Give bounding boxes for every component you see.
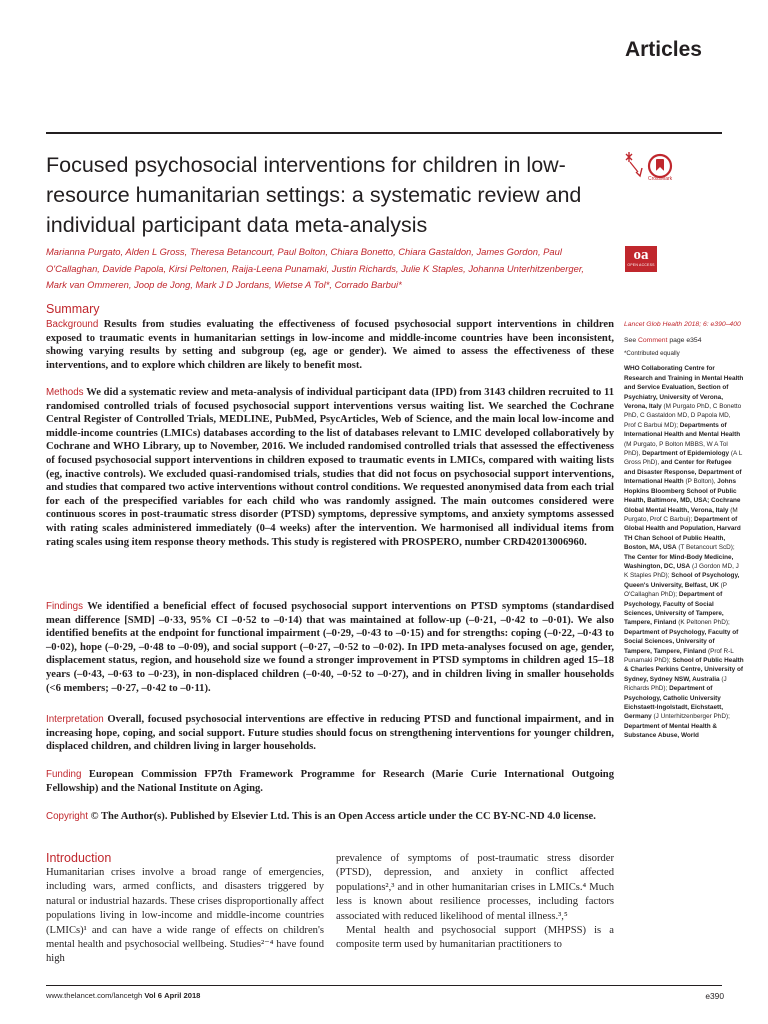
intro-paragraph: prevalence of symptoms of post-traumatic stress disorder (PTSD), depression, and anxiety in conflict affected populations²,³ and in other humanitarian crises in LMICs.⁴ Much less is known about resilience processes, including factors associated with reduced likelihood of mental illness.³,⁵	[336, 853, 614, 922]
copyright-text: © The Author(s). Published by Elsevier Ltd. This is an Open Access article under the CC BY-NC-ND 4.0 license.	[90, 811, 596, 822]
abstract-findings	[46, 600, 614, 695]
methods-text: We did a systematic review and meta-analysis of individual participant data (IPD) from 3143 children recruited to 11 randomised controlled trials of focused psychosocial support interventions versus waiting list. We searched the Cochrane Central Register of Controlled Trials, MEDLINE, PubMed, PsycArticles, Web of Science, and the main local low-income and middle-income countries (LMICs) databases according to the list of databases relevant to LMIC developed collaboratively by Cochrane and WHO Library, up to November, 2016. We included randomised controlled trials that assessed the effectiveness of focused psychosocial support interventions in children exposed to traumatic events in LMICs, compared with waiting lists (eg, inactive controls). We excluded quasi-randomised trials, studies that did not focus on psychosocial support interventions, and studies that compared two active interventions without control conditions. We requested anonymised data from each trial for each of the prespecified variables for each child who was randomly assigned. The main outcomes considered were continuous scores in post-traumatic stress disorder (PTSD) symptoms, depressive symptoms, and anxiety symptoms assessed with rating scales administered immediately (0–4 weeks) after the intervention. We harmonised all individual items from rating scales using item response theory methods. This study is registered with PROSPERO, number CRD42013006960.	[46, 387, 614, 548]
findings-text: We identified a beneficial effect of focused psychosocial support interventions on PTSD symptoms (standardised mean difference [SMD] –0·33, 95% CI –0·52 to –0·14) that was maintained at follow-up (–0·21, –0·42 to –0·01). We also identified benefits at the endpoint for functional impairment (–0·29, –0·43 to –0·15) and for strengths: coping (–0·22, –0·43 to –0·02), hope (–0·29, –0·48 to –0·09), and social support (–0·27, –0·52 to –0·02). In IPD meta-analyses focused on age, gender, displacement status, region, and household size we found a stronger improvement in PTSD symptoms in children aged 15–18 years (–0·43, –0·63 to –0·23), in non-displaced children (–0·40, –0·52 to –0·27), and in children living in smaller households (<6 members; –0·27, –0·42 to –0·11).	[46, 601, 614, 694]
issue-date: April 2018	[164, 991, 201, 1000]
introduction-column-2	[336, 852, 614, 953]
affiliation-people: (M Purgato, P Bolton MBBS, W A Tol PhD),	[624, 440, 728, 458]
affiliation-org: Johns Hopkins Bloomberg School of Public Health, Baltimore, MD, USA; Cochrane Global Mental Health, Verona, Italy	[624, 478, 741, 514]
header-rule	[46, 132, 722, 134]
interpretation-text: Overall, focused psychosocial interventions are effective in reducing PTSD and functional impairment, and in increasing hope, coping, and social support. Future studies should focus on strengthening interventions for younger children, displaced children, and children living in larger households.	[46, 714, 614, 753]
affiliation-org: Department of Psychology, Catholic University Eichstaett-Ingolstadt, Eichstaett, Germany	[624, 685, 724, 721]
interpretation-label: Interpretation	[46, 714, 104, 725]
summary-heading: Summary	[46, 302, 100, 316]
affiliation-people: (T Betancourt ScD);	[678, 544, 735, 552]
journal-url[interactable]: www.thelancet.com/lancetgh	[46, 991, 143, 1000]
affiliation-people: (P Bolton),	[685, 478, 716, 486]
footer-left	[46, 991, 200, 1000]
findings-label: Findings	[46, 601, 84, 612]
abstract-copyright	[46, 810, 614, 824]
sidebar	[624, 320, 744, 741]
background-label: Background	[46, 319, 99, 330]
introduction-column-1	[46, 866, 324, 967]
contributed-note: *Contributed equally	[624, 350, 680, 357]
journal-header	[0, 0, 768, 70]
affiliation-people: (J Unterhitzenberger PhD);	[653, 713, 730, 721]
comment-link[interactable]: Comment	[637, 336, 668, 344]
affiliation-people: (A L Gross PhD),	[624, 450, 743, 467]
affiliation-people: (M Purgato PhD, C Bonetto PhD, C Gastaldon MD, D Papola MD, Prof C Barbui MD);	[624, 403, 742, 429]
affiliation-org: Department of Psychology, Faculty of Social Sciences, University of Tampere, Tampere, Finland	[624, 628, 739, 655]
crossmark-button[interactable]	[622, 150, 682, 190]
crossmark-label: CrossMark	[648, 176, 673, 182]
copyright-label: Copyright	[46, 811, 88, 822]
crossmark-icon	[622, 150, 682, 190]
funding-text: European Commission FP7th Framework Programme for Research (Marie Curie International Outgoing Fellowship) and the National Institute on Aging.	[46, 769, 614, 794]
oa-text: oa	[633, 247, 649, 263]
citation: Lancet Glob Health 2018; 6: e390–400	[624, 321, 741, 328]
affiliation-people: (Prof R-L Punamaki PhD);	[624, 647, 734, 664]
oa-subtext: OPEN ACCESS	[627, 263, 655, 267]
article-title: Focused psychosocial interventions for children in low-resource humanitarian settings: a systematic review and individual participant data meta-analysis	[46, 153, 582, 237]
funding-label: Funding	[46, 769, 82, 780]
see-comment-prefix: See	[624, 336, 637, 344]
affiliation-people: (P O'Callaghan PhD);	[624, 581, 727, 599]
abstract-funding	[46, 768, 614, 795]
affiliation-org: School of Psychology, Queen's University, Belfast, UK	[624, 572, 740, 589]
see-comment	[624, 336, 744, 345]
affiliation-org: Departments of International Health and Mental Health	[624, 421, 741, 439]
affiliation-people: (K Peltonen PhD);	[678, 619, 730, 627]
affiliation-org: School of Public Health & Charles Perkins Centre, University of Sydney, Sydney NSW, Australia	[624, 657, 744, 683]
affiliation-people: (M Purgato, Prof C Barbui);	[624, 506, 738, 523]
affiliation-org: and Center for Refugee and Disaster Response, Department of International Health	[624, 459, 742, 486]
affiliation-org: Department of Psychology, Faculty of Social Sciences, University of Tampere, Tampere, Finland	[624, 591, 724, 627]
affiliation-org: The Center for Mind-Body Medicine, Washington, DC, USA	[624, 553, 734, 570]
footer-rule	[46, 985, 722, 986]
affiliation-org: Department of Global Health and Population, Harvard TH Chan School of Public Health, Boston, MA, USA	[624, 515, 741, 552]
affiliations	[624, 364, 744, 740]
abstract-background	[46, 318, 614, 372]
affiliation-org: Department of Mental Health & Substance Abuse, World	[624, 722, 718, 740]
affiliation-people: (J Richards PhD);	[624, 675, 727, 693]
methods-label: Methods	[46, 387, 84, 398]
author-list: Marianna Purgato, Alden L Gross, Theresa Betancourt, Paul Bolton, Chiara Bonetto, Chiara Gastaldon, James Gordon, Paul O'Callaghan, Davide Papola, Kirsi Peltonen, Raija-Leena Punamaki, Justin Richards, Julie K Staples, Johanna Unterhitzenberger, Mark van Ommeren, Joop de Jong, Mark J D Jordans, Wietse A Tol*, Corrado Barbui*	[46, 246, 585, 290]
page-number: e390	[705, 991, 724, 1001]
affiliation-org: WHO Collaborating Centre for Research and Training in Mental Health and Service Evaluation, Section of Psychiatry, University of Verona, Verona, Italy	[624, 365, 744, 411]
see-comment-suffix: page e354	[669, 336, 702, 344]
section-label: Articles	[624, 38, 702, 61]
volume: Vol 6	[144, 991, 162, 1000]
background-text: Results from studies evaluating the effectiveness of focused psychosocial support interventions in children exposed to traumatic events in humanitarian settings in low-income and middle-income countries have been inconsistent, showing varying results by setting and subgroup (eg, age or gender). We aimed to assess the effectiveness of these interventions, and to explore which children are likely to benefit most.	[46, 319, 615, 371]
abstract-methods	[46, 386, 614, 549]
affiliation-org: Department of Epidemiology	[642, 450, 730, 458]
affiliation-people: (J Gordon MD, J K Staples PhD);	[624, 562, 739, 580]
abstract-interpretation	[46, 713, 614, 754]
intro-paragraph: Humanitarian crises involve a broad range of emergencies, including wars, armed conflicts, and disasters triggered by natural or industrial hazards. These crises disproportionally affect populations living in low-income and middle-income countries (LMICs)¹ and can have a wide range of effects on children's mental health and psychosocial wellbeing. Studies²⁻⁴ have found high	[46, 867, 324, 965]
open-access-badge	[625, 246, 657, 272]
introduction-heading: Introduction	[46, 851, 112, 865]
intro-paragraph: Mental health and psychosocial support (MHPSS) is a composite term used by humanitarian practitioners to	[336, 925, 614, 951]
